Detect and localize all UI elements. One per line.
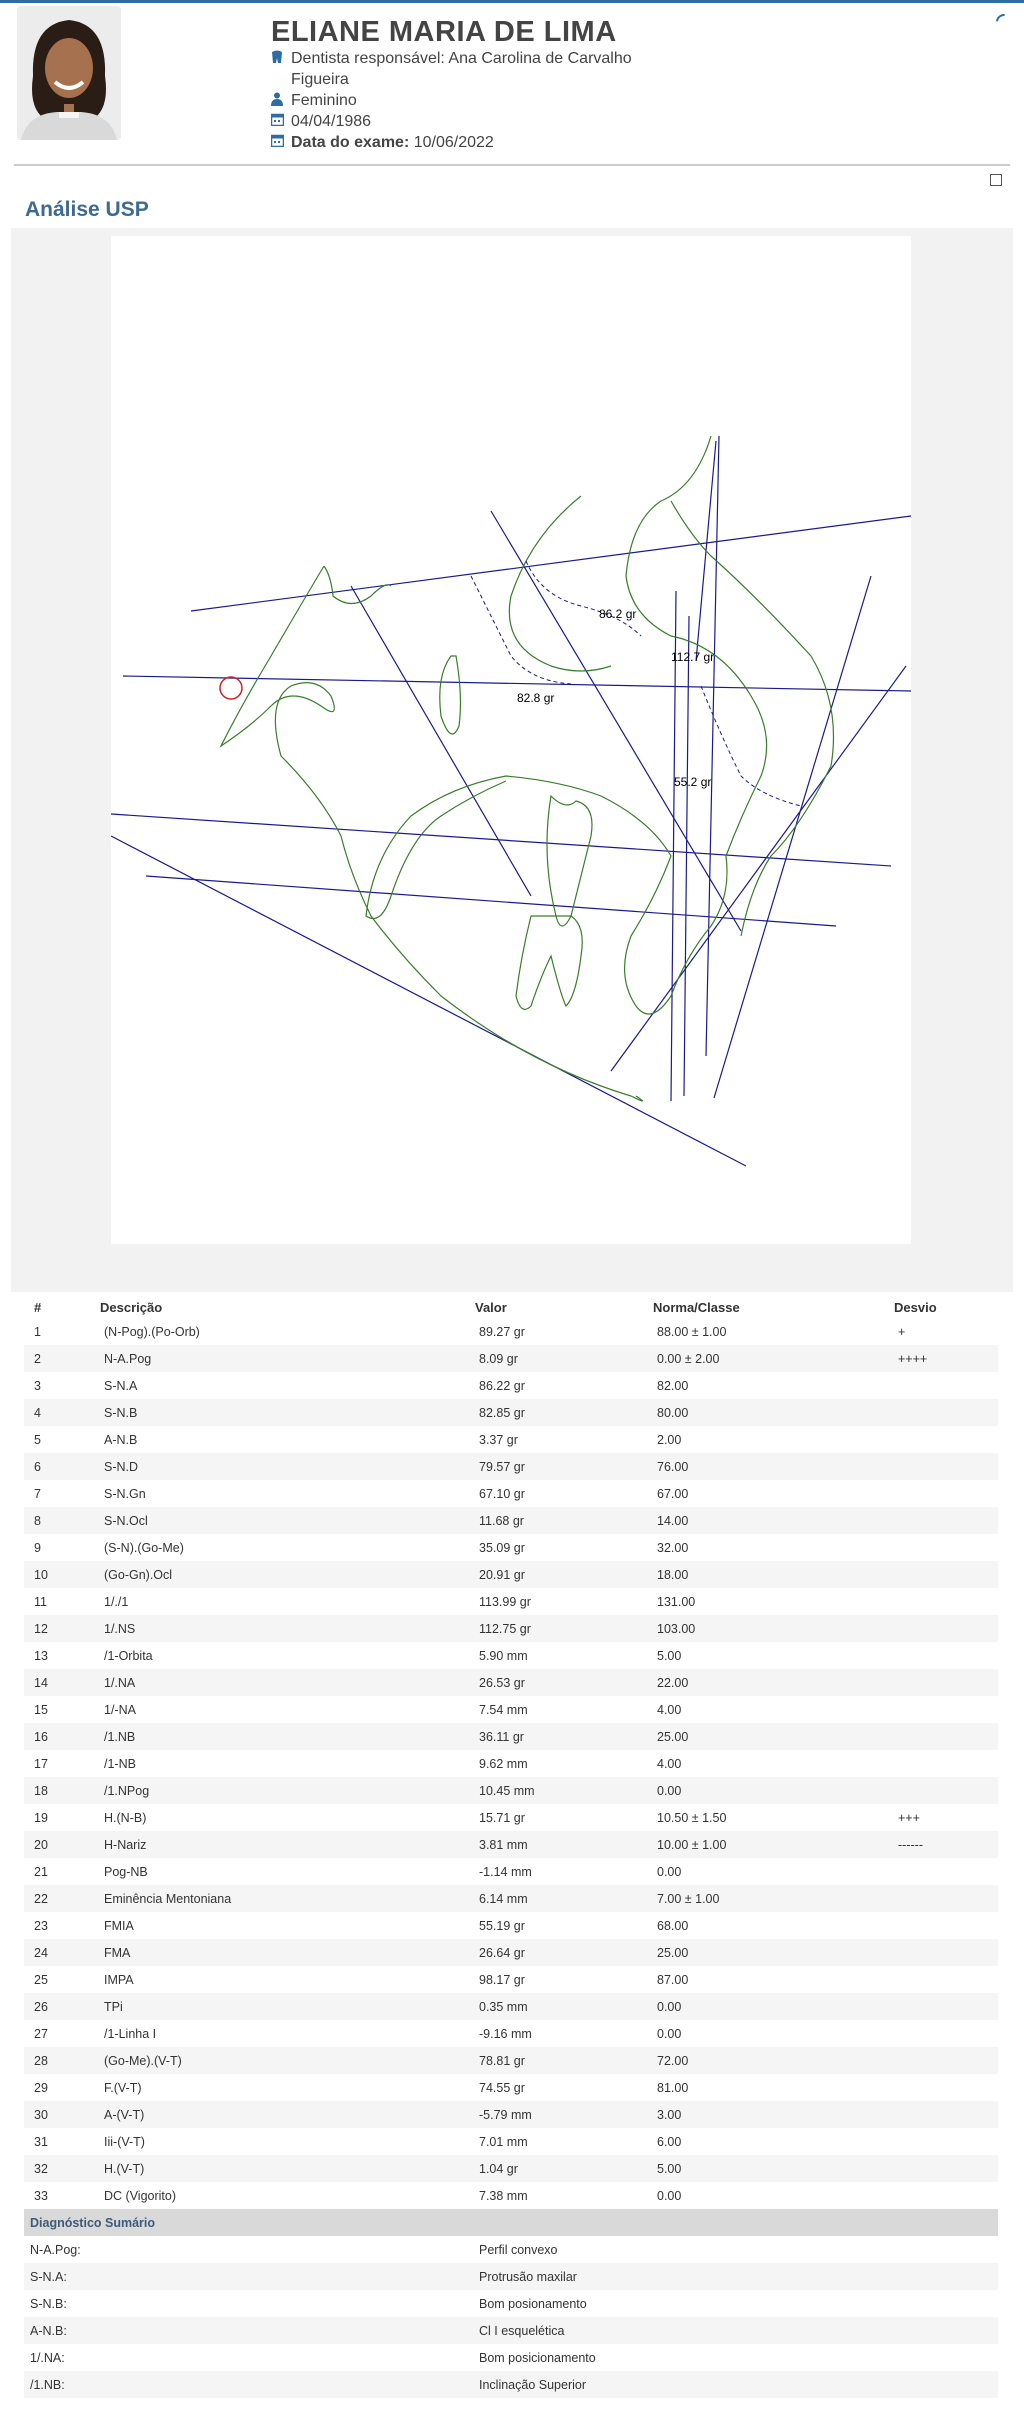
col-header-norm: Norma/Classe xyxy=(653,1299,740,1315)
row-value: 6.14 mm xyxy=(469,1885,647,1912)
table-row xyxy=(24,1750,998,1777)
diagnosis-header-row xyxy=(24,2209,998,2236)
row-number: 25 xyxy=(24,1966,94,1993)
row-value: 11.68 gr xyxy=(469,1507,647,1534)
row-description: 1/./1 xyxy=(94,1588,469,1615)
row-value: -9.16 mm xyxy=(469,2020,647,2047)
row-number: 14 xyxy=(24,1669,94,1696)
row-norm: 18.00 xyxy=(647,1561,888,1588)
row-description: 1/.NS xyxy=(94,1615,469,1642)
row-description: Pog-NB xyxy=(94,1858,469,1885)
row-description: FMA xyxy=(94,1939,469,1966)
exam-date-label: Data do exame: xyxy=(291,134,410,151)
row-deviation: ++++ xyxy=(888,1345,998,1372)
row-deviation: + xyxy=(888,1318,998,1345)
tooth-icon xyxy=(271,50,291,68)
diagnosis-result: Cl I esquelética xyxy=(469,2317,998,2344)
row-number: 11 xyxy=(24,1588,94,1615)
row-deviation xyxy=(888,2182,998,2209)
row-description: Iii-(V-T) xyxy=(94,2128,469,2155)
diagnosis-title: Diagnóstico Sumário xyxy=(24,2209,998,2236)
row-number: 26 xyxy=(24,1993,94,2020)
table-row xyxy=(24,1615,998,1642)
row-deviation xyxy=(888,2128,998,2155)
row-norm: 81.00 xyxy=(647,2074,888,2101)
row-norm: 0.00 xyxy=(647,2182,888,2209)
row-value: -1.14 mm xyxy=(469,1858,647,1885)
row-deviation xyxy=(888,1885,998,1912)
calendar-icon xyxy=(271,113,291,131)
row-description: S-N.A xyxy=(94,1372,469,1399)
row-norm: 0.00 ± 2.00 xyxy=(647,1345,888,1372)
row-norm: 2.00 xyxy=(647,1426,888,1453)
row-value: 86.22 gr xyxy=(469,1372,647,1399)
row-description: DC (Vigorito) xyxy=(94,2182,469,2209)
row-number: 31 xyxy=(24,2128,94,2155)
table-row xyxy=(24,1372,998,1399)
row-norm: 72.00 xyxy=(647,2047,888,2074)
row-value: 3.37 gr xyxy=(469,1426,647,1453)
row-deviation xyxy=(888,1480,998,1507)
row-deviation xyxy=(888,1669,998,1696)
row-deviation xyxy=(888,1912,998,1939)
row-value: 1.04 gr xyxy=(469,2155,647,2182)
dentist-name-cont: Figueira xyxy=(291,71,349,88)
row-number: 3 xyxy=(24,1372,94,1399)
row-description: A-(V-T) xyxy=(94,2101,469,2128)
table-row xyxy=(24,2182,998,2209)
row-description: (N-Pog).(Po-Orb) xyxy=(94,1318,469,1345)
row-number: 2 xyxy=(24,1345,94,1372)
row-deviation xyxy=(888,1939,998,1966)
row-norm: 68.00 xyxy=(647,1912,888,1939)
row-description: S-N.D xyxy=(94,1453,469,1480)
table-row xyxy=(24,2047,998,2074)
dentist-label: Dentista responsável: xyxy=(291,50,445,67)
row-number: 15 xyxy=(24,1696,94,1723)
row-norm: 22.00 xyxy=(647,1669,888,1696)
row-number: 32 xyxy=(24,2155,94,2182)
row-deviation xyxy=(888,1588,998,1615)
row-description: F.(V-T) xyxy=(94,2074,469,2101)
loading-spinner-icon xyxy=(993,11,1016,34)
row-value: 82.85 gr xyxy=(469,1399,647,1426)
row-value: 20.91 gr xyxy=(469,1561,647,1588)
table-row xyxy=(24,1858,998,1885)
dentist-row xyxy=(271,48,632,90)
row-value: -5.79 mm xyxy=(469,2101,647,2128)
birth-date-row xyxy=(271,111,371,132)
diagnosis-row xyxy=(24,2317,998,2344)
row-description: S-N.Ocl xyxy=(94,1507,469,1534)
table-row xyxy=(24,1561,998,1588)
table-row xyxy=(24,1696,998,1723)
diagnosis-measure: A-N.B: xyxy=(24,2317,469,2344)
exam-date-row xyxy=(271,132,494,153)
row-number: 21 xyxy=(24,1858,94,1885)
row-description: H.(N-B) xyxy=(94,1804,469,1831)
table-row xyxy=(24,1831,998,1858)
row-value: 89.27 gr xyxy=(469,1318,647,1345)
exam-date-value: 10/06/2022 xyxy=(413,134,494,151)
row-deviation xyxy=(888,1993,998,2020)
row-norm: 10.50 ± 1.50 xyxy=(647,1804,888,1831)
row-description: Eminência Mentoniana xyxy=(94,1885,469,1912)
row-value: 36.11 gr xyxy=(469,1723,647,1750)
row-deviation xyxy=(888,1615,998,1642)
calendar-icon xyxy=(271,134,291,152)
col-header-deviation: Desvio xyxy=(894,1299,937,1315)
row-description: (S-N).(Go-Me) xyxy=(94,1534,469,1561)
diagnosis-row xyxy=(24,2236,998,2263)
row-number: 28 xyxy=(24,2047,94,2074)
row-norm: 5.00 xyxy=(647,1642,888,1669)
row-number: 5 xyxy=(24,1426,94,1453)
diagnosis-result: Protrusão maxilar xyxy=(469,2263,998,2290)
patient-name: ELIANE MARIA DE LIMA xyxy=(271,16,617,48)
table-row xyxy=(24,1723,998,1750)
row-number: 29 xyxy=(24,2074,94,2101)
angle-label-fmia: 55.2 gr xyxy=(674,775,712,789)
col-header-value: Valor xyxy=(475,1299,507,1315)
row-description: (Go-Me).(V-T) xyxy=(94,2047,469,2074)
row-number: 10 xyxy=(24,1561,94,1588)
diagnosis-row xyxy=(24,2290,998,2317)
top-accent-bar xyxy=(0,0,1024,3)
table-row xyxy=(24,1345,998,1372)
row-description: FMIA xyxy=(94,1912,469,1939)
landmark-marker[interactable] xyxy=(220,677,242,699)
row-norm: 14.00 xyxy=(647,1507,888,1534)
birth-date-value: 04/04/1986 xyxy=(291,113,372,130)
table-row xyxy=(24,1885,998,1912)
row-description: /1.NPog xyxy=(94,1777,469,1804)
patient-avatar xyxy=(17,6,121,140)
table-row xyxy=(24,1777,998,1804)
row-norm: 103.00 xyxy=(647,1615,888,1642)
row-deviation xyxy=(888,1966,998,1993)
row-value: 3.81 mm xyxy=(469,1831,647,1858)
row-value: 26.53 gr xyxy=(469,1669,647,1696)
gender-value: Feminino xyxy=(291,92,357,109)
edit-icon[interactable] xyxy=(990,174,1002,186)
table-row xyxy=(24,1993,998,2020)
row-deviation xyxy=(888,1399,998,1426)
row-value: 67.10 gr xyxy=(469,1480,647,1507)
row-number: 22 xyxy=(24,1885,94,1912)
row-deviation xyxy=(888,1696,998,1723)
row-deviation xyxy=(888,2155,998,2182)
row-number: 12 xyxy=(24,1615,94,1642)
diagnosis-row xyxy=(24,2263,998,2290)
row-deviation xyxy=(888,2074,998,2101)
row-number: 27 xyxy=(24,2020,94,2047)
dentist-name: Ana Carolina de Carvalho xyxy=(448,50,632,67)
row-norm: 10.00 ± 1.00 xyxy=(647,1831,888,1858)
angle-label-snb: 82.8 gr xyxy=(517,691,555,705)
row-description: 1/-NA xyxy=(94,1696,469,1723)
row-description: /1.NB xyxy=(94,1723,469,1750)
table-row xyxy=(24,1399,998,1426)
row-number: 1 xyxy=(24,1318,94,1345)
cephalogram-canvas[interactable] xyxy=(111,236,911,1244)
row-deviation xyxy=(888,2020,998,2047)
row-norm: 0.00 xyxy=(647,1777,888,1804)
diagnosis-result: Inclinação Superior xyxy=(469,2371,998,2398)
cephalometric-table xyxy=(24,1296,998,2398)
table-row xyxy=(24,1939,998,1966)
diagnosis-result: Bom posionamento xyxy=(469,2290,998,2317)
row-value: 15.71 gr xyxy=(469,1804,647,1831)
person-icon xyxy=(271,92,291,110)
row-deviation xyxy=(888,1750,998,1777)
row-value: 10.45 mm xyxy=(469,1777,647,1804)
row-number: 6 xyxy=(24,1453,94,1480)
row-value: 112.75 gr xyxy=(469,1615,647,1642)
table-row xyxy=(24,1669,998,1696)
row-number: 7 xyxy=(24,1480,94,1507)
row-number: 20 xyxy=(24,1831,94,1858)
row-number: 23 xyxy=(24,1912,94,1939)
table-row xyxy=(24,2074,998,2101)
reference-lines xyxy=(111,436,911,1166)
table-row xyxy=(24,2101,998,2128)
row-norm: 3.00 xyxy=(647,2101,888,2128)
diagnosis-row xyxy=(24,2344,998,2371)
measurements-body xyxy=(24,1318,998,2209)
row-description: /1-Orbita xyxy=(94,1642,469,1669)
row-value: 26.64 gr xyxy=(469,1939,647,1966)
table-row xyxy=(24,1480,998,1507)
col-header-number: # xyxy=(34,1299,42,1315)
row-norm: 32.00 xyxy=(647,1534,888,1561)
row-deviation xyxy=(888,1642,998,1669)
table-header-row xyxy=(24,1296,998,1318)
row-description: IMPA xyxy=(94,1966,469,1993)
row-number: 13 xyxy=(24,1642,94,1669)
row-norm: 7.00 ± 1.00 xyxy=(647,1885,888,1912)
row-description: S-N.B xyxy=(94,1399,469,1426)
row-value: 7.01 mm xyxy=(469,2128,647,2155)
row-number: 33 xyxy=(24,2182,94,2209)
row-number: 24 xyxy=(24,1939,94,1966)
row-deviation xyxy=(888,2101,998,2128)
diagnosis-result: Perfil convexo xyxy=(469,2236,998,2263)
row-number: 30 xyxy=(24,2101,94,2128)
gender-row xyxy=(271,90,357,111)
row-norm: 4.00 xyxy=(647,1696,888,1723)
anatomical-trace xyxy=(221,436,834,1101)
diagnosis-measure: /1.NB: xyxy=(24,2371,469,2398)
row-description: N-A.Pog xyxy=(94,1345,469,1372)
table-row xyxy=(24,1804,998,1831)
row-norm: 76.00 xyxy=(647,1453,888,1480)
row-deviation xyxy=(888,1858,998,1885)
row-number: 4 xyxy=(24,1399,94,1426)
row-norm: 6.00 xyxy=(647,2128,888,2155)
row-norm: 0.00 xyxy=(647,1993,888,2020)
row-value: 78.81 gr xyxy=(469,2047,647,2074)
diagnosis-measure: N-A.Pog: xyxy=(24,2236,469,2263)
row-value: 5.90 mm xyxy=(469,1642,647,1669)
row-norm: 67.00 xyxy=(647,1480,888,1507)
row-value: 98.17 gr xyxy=(469,1966,647,1993)
row-deviation xyxy=(888,1723,998,1750)
row-value: 7.54 mm xyxy=(469,1696,647,1723)
row-description: /1-NB xyxy=(94,1750,469,1777)
row-norm: 5.00 xyxy=(647,2155,888,2182)
row-deviation xyxy=(888,1534,998,1561)
analysis-title: Análise USP xyxy=(25,198,149,221)
row-number: 9 xyxy=(24,1534,94,1561)
table-row xyxy=(24,1507,998,1534)
row-deviation xyxy=(888,1561,998,1588)
diagnosis-measure: 1/.NA: xyxy=(24,2344,469,2371)
row-deviation xyxy=(888,1777,998,1804)
row-value: 74.55 gr xyxy=(469,2074,647,2101)
table-row xyxy=(24,1534,998,1561)
analysis-panel xyxy=(14,164,1010,2404)
row-value: 8.09 gr xyxy=(469,1345,647,1372)
row-norm: 82.00 xyxy=(647,1372,888,1399)
row-description: 1/.NA xyxy=(94,1669,469,1696)
row-norm: 25.00 xyxy=(647,1939,888,1966)
table-row xyxy=(24,1642,998,1669)
row-value: 35.09 gr xyxy=(469,1534,647,1561)
row-deviation: ------ xyxy=(888,1831,998,1858)
table-row xyxy=(24,1426,998,1453)
diagnosis-measure: S-N.B: xyxy=(24,2290,469,2317)
row-value: 79.57 gr xyxy=(469,1453,647,1480)
row-norm: 131.00 xyxy=(647,1588,888,1615)
row-norm: 87.00 xyxy=(647,1966,888,1993)
row-deviation xyxy=(888,1426,998,1453)
table-row xyxy=(24,1588,998,1615)
angle-label-ns: 112.7 gr xyxy=(671,650,715,664)
row-description: /1-Linha I xyxy=(94,2020,469,2047)
row-number: 18 xyxy=(24,1777,94,1804)
row-norm: 0.00 xyxy=(647,2020,888,2047)
row-deviation xyxy=(888,1453,998,1480)
row-description: S-N.Gn xyxy=(94,1480,469,1507)
diagnosis-row xyxy=(24,2371,998,2398)
table-row xyxy=(24,2128,998,2155)
cephalogram-area xyxy=(11,228,1013,1292)
row-norm: 80.00 xyxy=(647,1399,888,1426)
row-description: A-N.B xyxy=(94,1426,469,1453)
table-row xyxy=(24,1966,998,1993)
angle-label-sna: 86.2 gr xyxy=(599,607,637,621)
table-row xyxy=(24,1453,998,1480)
diagnosis-result: Bom posicionamento xyxy=(469,2344,998,2371)
diagnosis-body xyxy=(24,2209,998,2236)
col-header-description: Descrição xyxy=(100,1299,163,1315)
row-norm: 0.00 xyxy=(647,1858,888,1885)
row-deviation xyxy=(888,2047,998,2074)
diagnosis-measure: S-N.A: xyxy=(24,2263,469,2290)
row-description: (Go-Gn).Ocl xyxy=(94,1561,469,1588)
row-value: 113.99 gr xyxy=(469,1588,647,1615)
row-value: 0.35 mm xyxy=(469,1993,647,2020)
row-number: 8 xyxy=(24,1507,94,1534)
row-description: TPi xyxy=(94,1993,469,2020)
row-description: H.(V-T) xyxy=(94,2155,469,2182)
row-number: 19 xyxy=(24,1804,94,1831)
row-number: 16 xyxy=(24,1723,94,1750)
row-deviation xyxy=(888,1372,998,1399)
row-deviation xyxy=(888,1507,998,1534)
row-value: 9.62 mm xyxy=(469,1750,647,1777)
row-description: H-Nariz xyxy=(94,1831,469,1858)
row-norm: 4.00 xyxy=(647,1750,888,1777)
row-value: 7.38 mm xyxy=(469,2182,647,2209)
row-norm: 88.00 ± 1.00 xyxy=(647,1318,888,1345)
row-norm: 25.00 xyxy=(647,1723,888,1750)
row-value: 55.19 gr xyxy=(469,1912,647,1939)
table-row xyxy=(24,1318,998,1345)
diagnosis-rows xyxy=(24,2236,998,2398)
table-row xyxy=(24,2155,998,2182)
cephalometric-tracing xyxy=(111,236,911,1244)
row-number: 17 xyxy=(24,1750,94,1777)
table-row xyxy=(24,1912,998,1939)
row-deviation: +++ xyxy=(888,1804,998,1831)
table-row xyxy=(24,2020,998,2047)
